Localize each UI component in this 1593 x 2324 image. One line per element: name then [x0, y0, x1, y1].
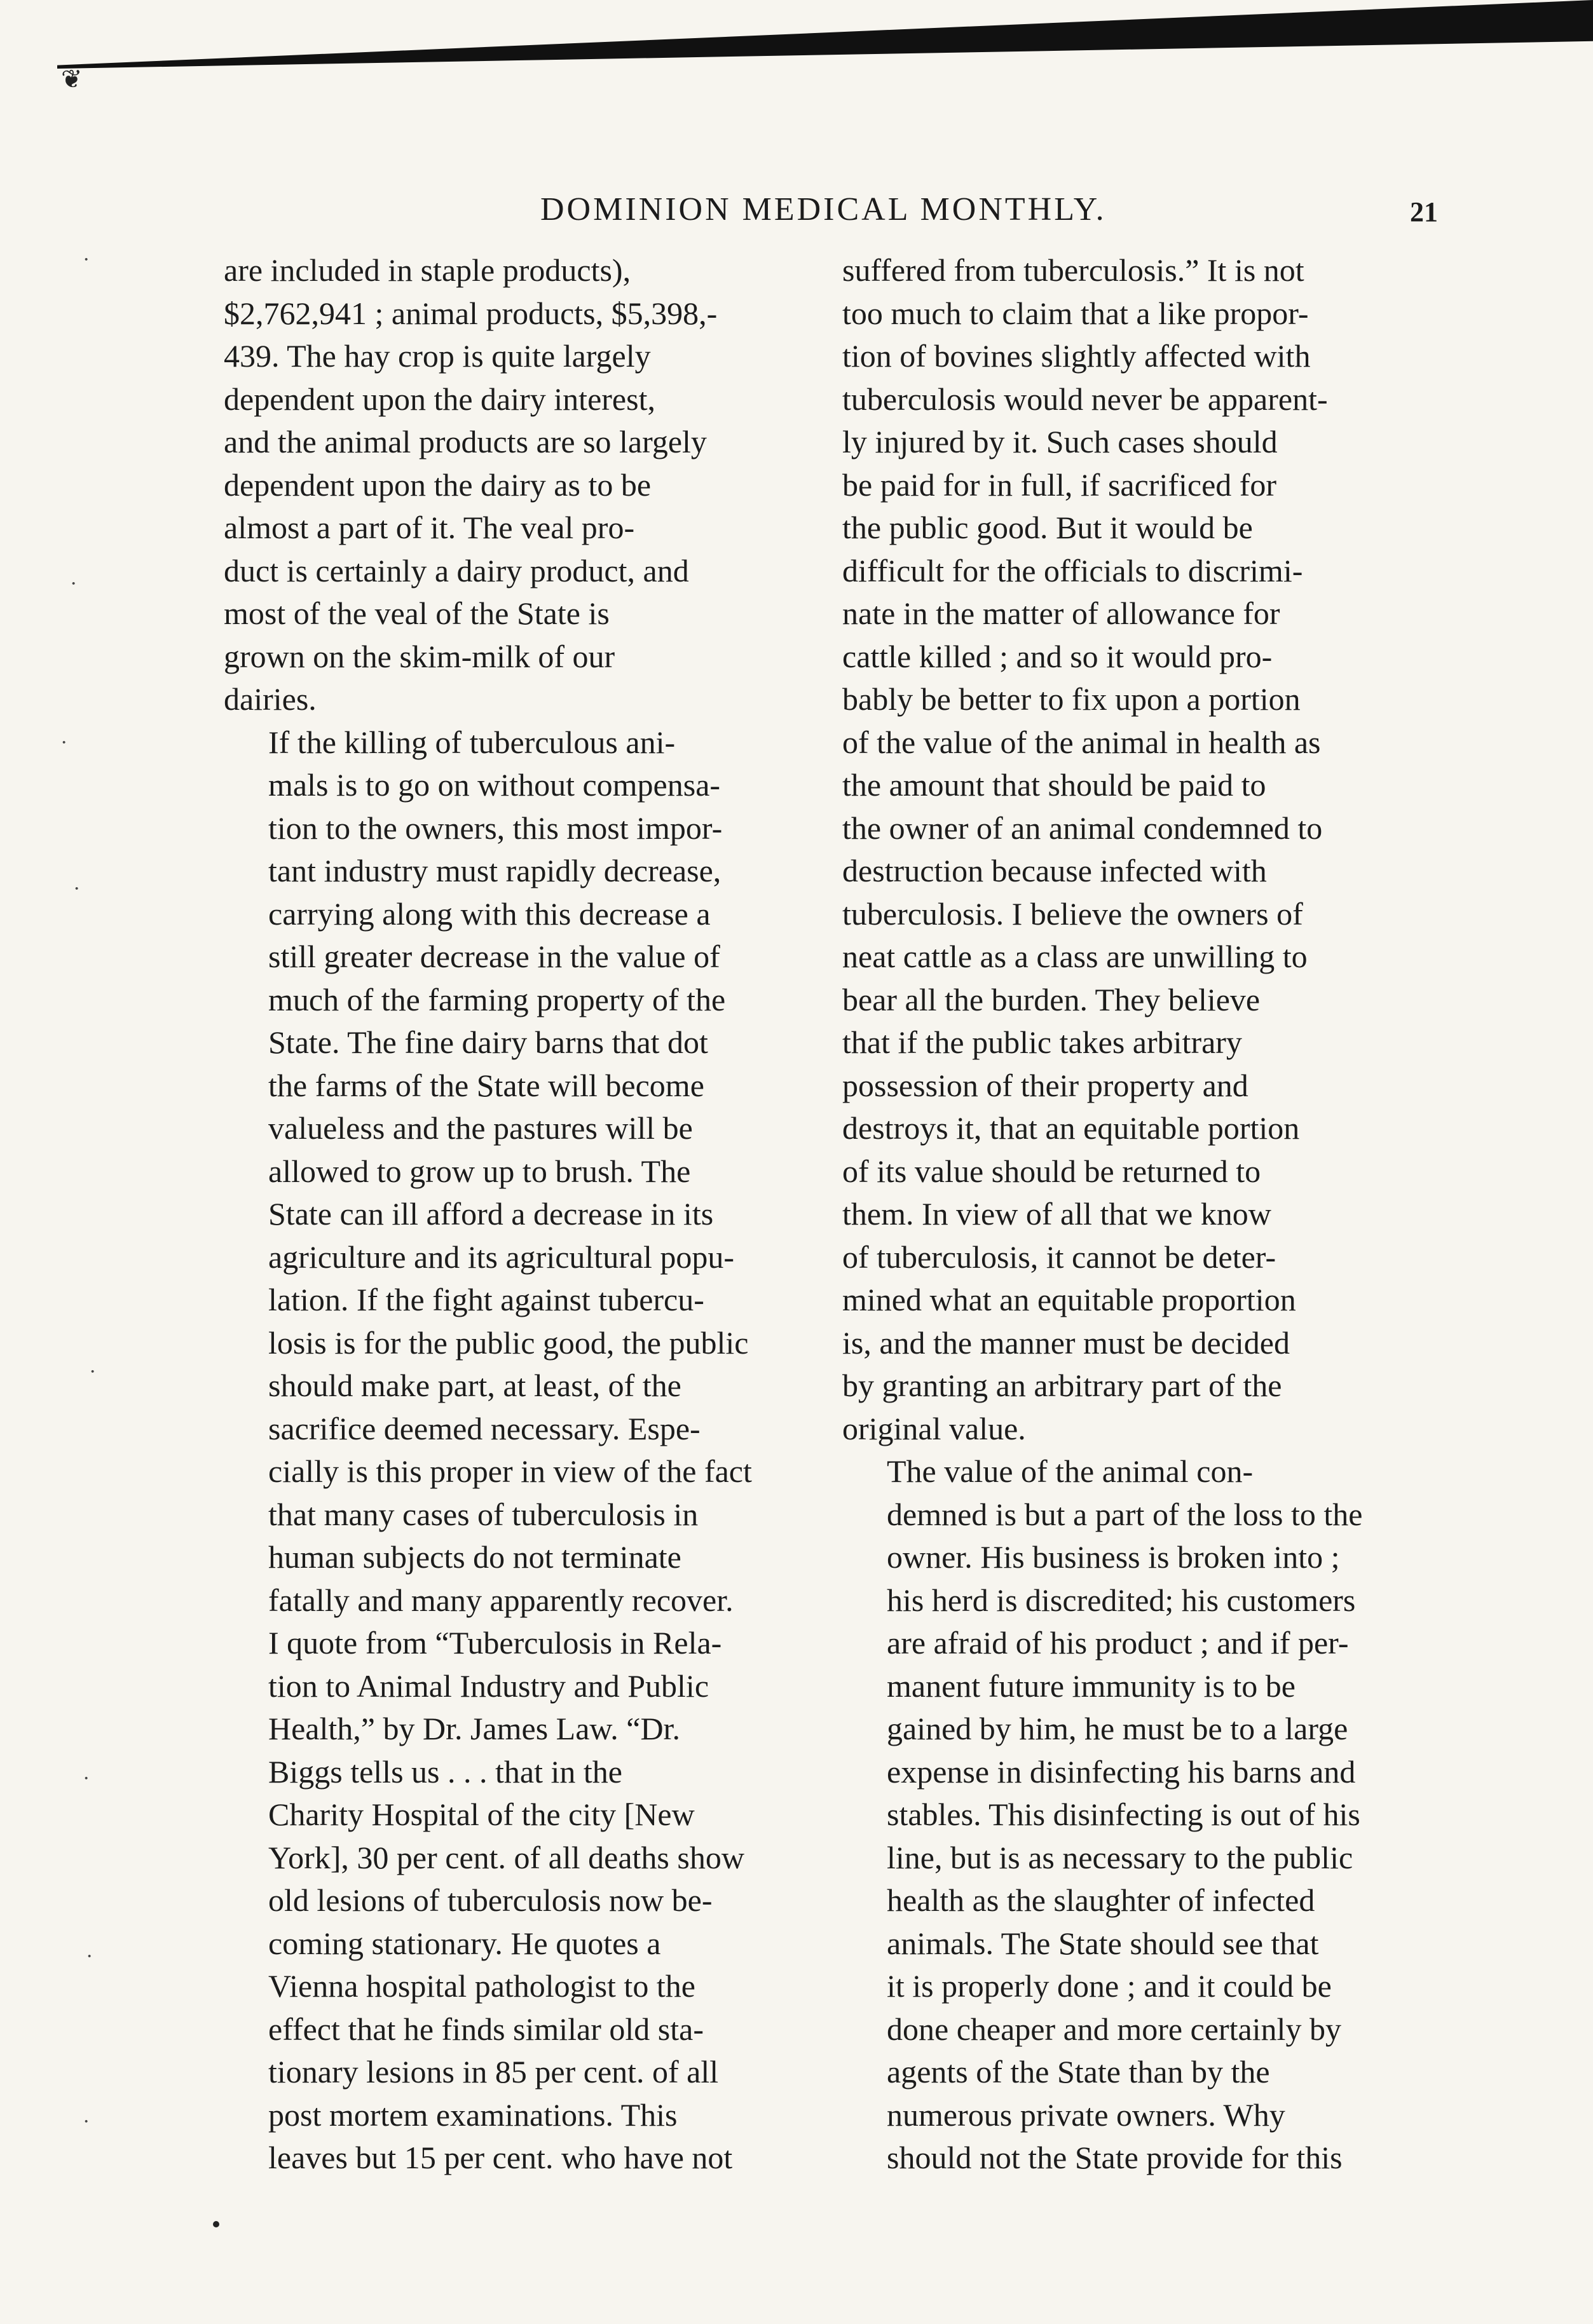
text-line: the farms of the State will become: [268, 1067, 704, 1103]
text-line: tion to Animal Industry and Public: [268, 1668, 709, 1704]
text-line: still greater decrease in the value of: [268, 939, 720, 974]
text-line: dependent upon the dairy interest,: [224, 381, 655, 417]
text-line: much of the farming property of the: [268, 981, 726, 1017]
text-line: mals is to go on without compensa-: [268, 767, 721, 803]
text-line: losis is for the public good, the public: [268, 1324, 749, 1361]
page-number: 21: [1410, 196, 1438, 228]
text-line: destroys it, that an equitable portion: [842, 1110, 1300, 1146]
text-line: should not the State provide for this: [887, 2140, 1343, 2175]
text-line: difficult for the officials to discrimi-: [842, 552, 1303, 588]
text-line: line, but is as necessary to the public: [887, 1839, 1353, 1875]
text-line: original value.: [842, 1410, 1026, 1446]
text-line: bably be better to fix upon a portion: [842, 681, 1301, 717]
text-line: effect that he finds similar old sta-: [268, 2011, 704, 2047]
running-title: DOMINION MEDICAL MONTHLY.: [540, 191, 1107, 228]
text-line: valueless and the pastures will be: [268, 1110, 693, 1146]
text-line: duct is certainly a dairy product, and: [224, 552, 689, 588]
text-line: Biggs tells us . . . that in the: [268, 1753, 622, 1790]
text-line: possession of their property and: [842, 1067, 1248, 1103]
text-line: animals. The State should see that: [887, 1925, 1319, 1961]
text-line: is, and the manner must be decided: [842, 1324, 1290, 1361]
text-line: $2,762,941 ; animal products, $5,398,-: [224, 295, 718, 331]
text-line: State. The fine dairy barns that dot: [268, 1024, 708, 1060]
text-line: 439. The hay crop is quite largely: [224, 338, 651, 374]
text-line: human subjects do not terminate: [268, 1539, 681, 1575]
text-line: destruction because infected with: [842, 853, 1267, 888]
text-line: done cheaper and more certainly by: [887, 2011, 1341, 2047]
text-line: them. In view of all that we know: [842, 1196, 1271, 1232]
text-line: coming stationary. He quotes a: [268, 1925, 661, 1961]
stray-dot: [213, 2221, 219, 2227]
top-scan-rule: [57, 0, 1593, 69]
text-line: grown on the skim-milk of our: [224, 638, 615, 674]
text-line: Vienna hospital pathologist to the: [268, 1968, 695, 2004]
binding-mark: ❦: [61, 65, 83, 93]
text-line: allowed to grow up to brush. The: [268, 1153, 691, 1189]
text-line: Charity Hospital of the city [New: [268, 1797, 695, 1832]
text-line: post mortem examinations. This: [268, 2096, 678, 2133]
text-line: neat cattle as a class are unwilling to: [842, 939, 1308, 974]
text-line: tion of bovines slightly affected with: [842, 338, 1311, 374]
text-line: lation. If the fight against tubercu-: [268, 1282, 704, 1317]
text-line: of its value should be returned to: [842, 1153, 1261, 1189]
text-line: his herd is discredited; his customers: [887, 1582, 1356, 1618]
text-line: fatally and many apparently recover.: [268, 1582, 734, 1618]
text-line: too much to claim that a like propor-: [842, 295, 1309, 331]
text-line: If the killing of tuberculous ani-: [268, 724, 676, 760]
text-line: are afraid of his product ; and if per-: [887, 1625, 1349, 1661]
text-line: owner. His business is broken into ;: [887, 1539, 1340, 1575]
right-column: [842, 249, 1414, 2180]
text-line: tuberculosis. I believe the owners of: [842, 895, 1303, 932]
text-line: State can ill afford a decrease in its: [268, 1196, 714, 1232]
paragraph: [224, 249, 796, 721]
text-line: by granting an arbitrary part of the: [842, 1368, 1282, 1403]
text-line: The value of the animal con-: [887, 1453, 1254, 1489]
text-line: bear all the burden. They believe: [842, 981, 1261, 1017]
text-line: tion to the owners, this most impor-: [268, 810, 723, 846]
text-line: carrying along with this decrease a: [268, 895, 711, 932]
text-line: almost a part of it. The veal pro-: [224, 510, 635, 545]
text-line: and the animal products are so largely: [224, 424, 707, 459]
text-line: numerous private owners. Why: [887, 2096, 1285, 2133]
text-line: expense in disinfecting his barns and: [887, 1753, 1356, 1790]
text-line: of tuberculosis, it cannot be deter-: [842, 1239, 1276, 1275]
text-line: dependent upon the dairy as to be: [224, 466, 652, 503]
text-line: tuberculosis would never be apparent-: [842, 381, 1328, 417]
paragraph: [842, 249, 1414, 1450]
text-line: suffered from tuberculosis.” It is not: [842, 252, 1304, 288]
text-line: ly injured by it. Such cases should: [842, 424, 1278, 459]
text-line: that if the public takes arbitrary: [842, 1024, 1242, 1060]
text-line: health as the slaughter of infected: [887, 1882, 1315, 1918]
text-line: mined what an equitable proportion: [842, 1282, 1296, 1317]
text-line: of the value of the animal in health as: [842, 724, 1321, 760]
text-line: dairies.: [224, 681, 317, 717]
text-line: I quote from “Tuberculosis in Rela-: [268, 1625, 722, 1661]
text-line: should make part, at least, of the: [268, 1368, 681, 1403]
text-line: manent future immunity is to be: [887, 1668, 1296, 1704]
text-line: the owner of an animal condemned to: [842, 810, 1323, 846]
text-line: cattle killed ; and so it would pro-: [842, 638, 1273, 674]
text-line: that many cases of tuberculosis in: [268, 1496, 699, 1532]
text-line: York], 30 per cent. of all deaths show: [268, 1839, 744, 1875]
text-line: tionary lesions in 85 per cent. of all: [268, 2054, 719, 2090]
text-line: Health,” by Dr. James Law. “Dr.: [268, 1711, 680, 1746]
text-line: sacrifice deemed necessary. Espe-: [268, 1410, 701, 1446]
text-line: be paid for in full, if sacrificed for: [842, 466, 1277, 503]
text-line: stables. This disinfecting is out of his: [887, 1797, 1360, 1832]
text-line: cially is this proper in view of the fact: [268, 1453, 752, 1489]
text-line: nate in the matter of allowance for: [842, 595, 1280, 631]
paragraph: [224, 721, 796, 2180]
page-header: [0, 191, 1593, 241]
text-line: it is properly done ; and it could be: [887, 1968, 1332, 2004]
text-line: demned is but a part of the loss to the: [887, 1496, 1363, 1532]
gutter-scan-marks: · · · · · · · ·: [60, 248, 97, 2133]
text-line: tant industry must rapidly decrease,: [268, 853, 721, 888]
text-line: the public good. But it would be: [842, 510, 1253, 545]
text-line: leaves but 15 per cent. who have not: [268, 2140, 733, 2175]
text-line: are included in staple products),: [224, 252, 631, 288]
left-column: [224, 249, 796, 2180]
text-line: gained by him, he must be to a large: [887, 1711, 1348, 1746]
text-line: most of the veal of the State is: [224, 595, 610, 631]
text-line: agents of the State than by the: [887, 2054, 1270, 2090]
text-line: old lesions of tuberculosis now be-: [268, 1882, 713, 1918]
paragraph: [842, 1450, 1414, 2180]
text-line: the amount that should be paid to: [842, 767, 1266, 803]
text-line: agriculture and its agricultural popu-: [268, 1239, 735, 1275]
